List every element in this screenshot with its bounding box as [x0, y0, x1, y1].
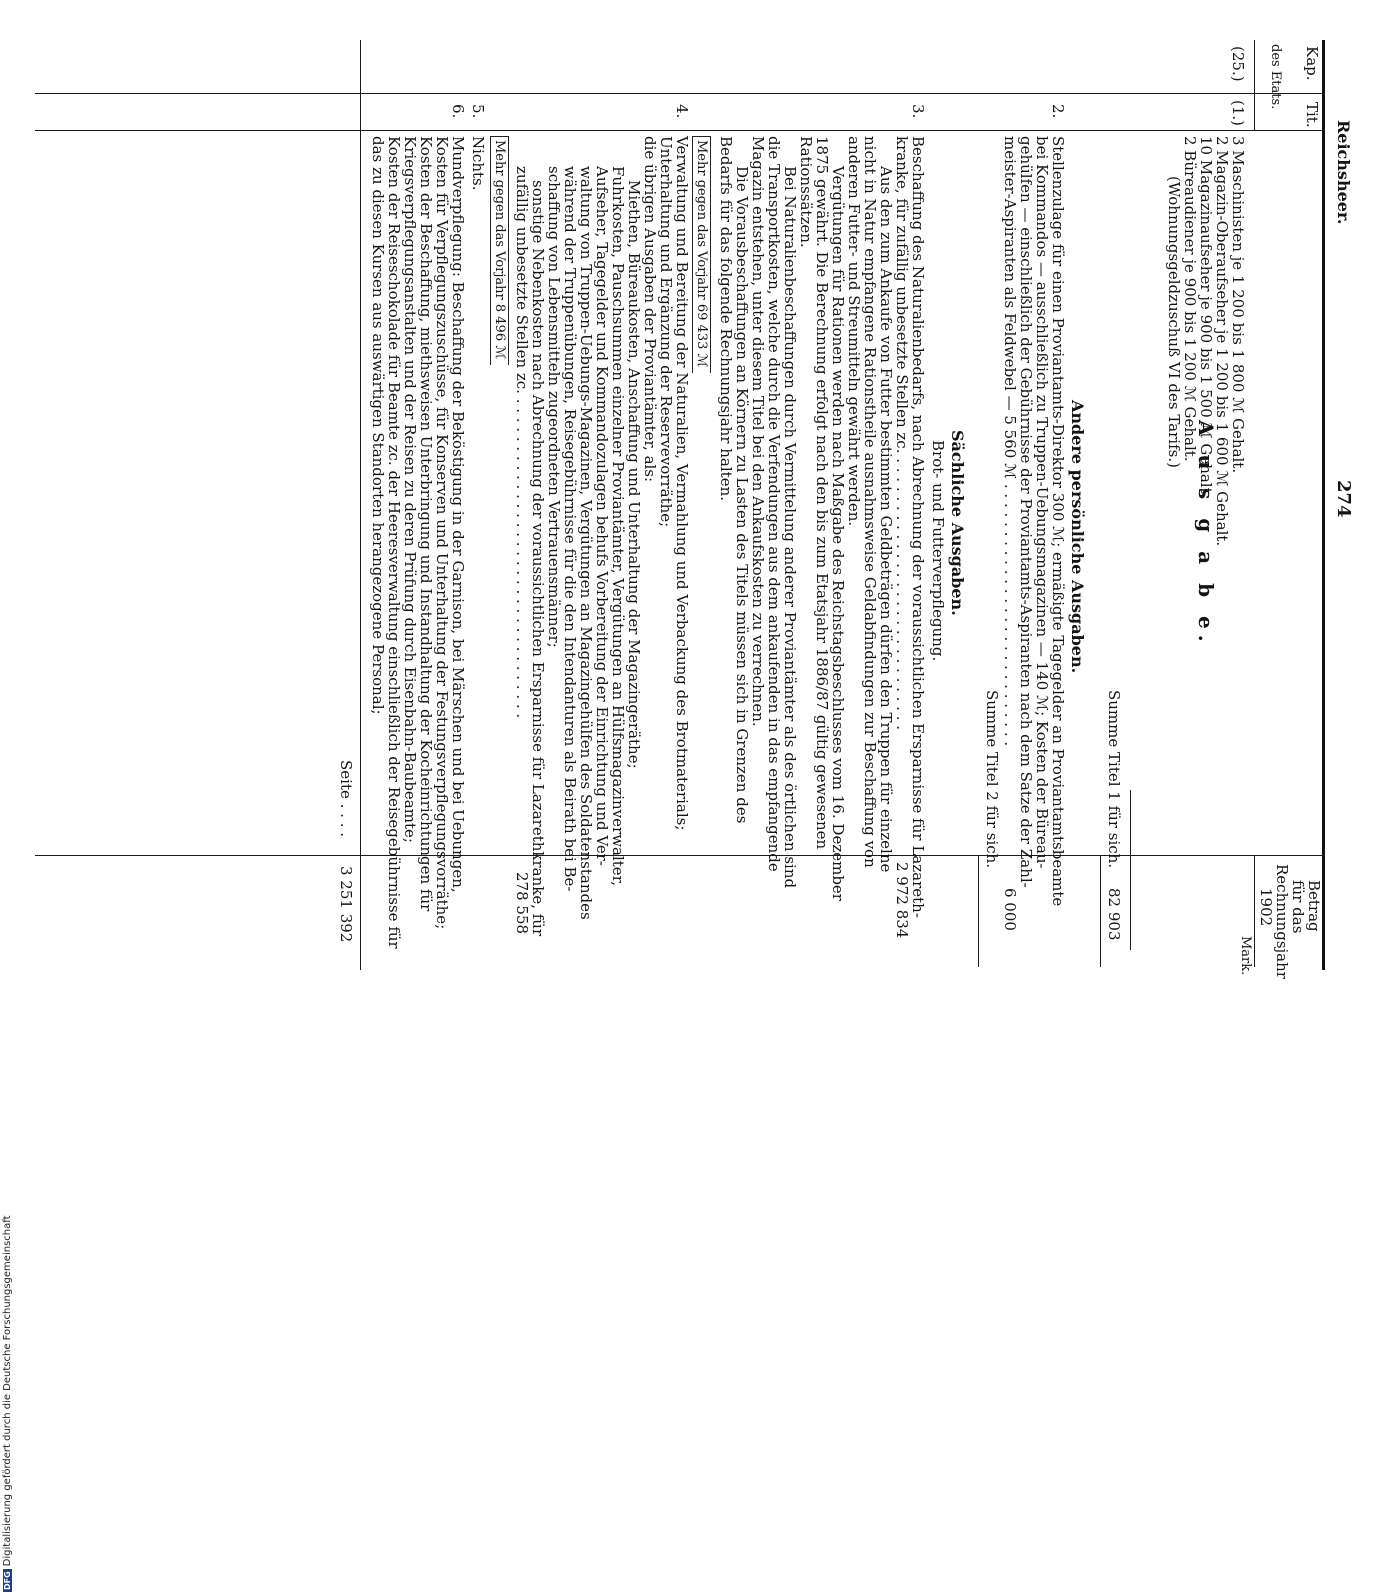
sum1-rule [1130, 790, 1131, 950]
t2-line: bei Kommandos — ausschließlich zu Truppen-Uebungsmagazinen — 140 ℳ; Kosten der Büreau- [1033, 136, 1051, 869]
personnel-line: 2 Magazin-Oberaufseher je 1 200 bis 1 600 ℳ Gehalt. [1213, 136, 1231, 547]
t4-line: Fuhrkosten, Pauschsummen einzelner Proviantämter, Vergütungen an Hülfsmagazinverwalter, [609, 166, 627, 886]
t3-line: Beschaffung des Naturalienbedarfs, nach Abrechnung der voraussichtlichen Ersparnisse für Lazareth- [909, 136, 927, 918]
kap-number: (25.) [1229, 46, 1247, 82]
t2-line: Stellenzulage für einen Proviantamts-Direktor 300 ℳ; ermäßigte Tagegelder an Proviantamtsbeamte [1049, 136, 1067, 907]
col-header-mark: Mark. [1238, 936, 1253, 976]
section-persoenlich: Andere persönliche Ausgaben. [1068, 400, 1087, 674]
sum2-value: 6 000 [1001, 888, 1019, 931]
t4-line: Verwaltung und Bereitung der Naturalien, Vermahlung und Verbackung des Brotmaterials; [673, 136, 691, 831]
col-tit-text-divider [35, 130, 1325, 131]
t4-line: zufällig unbesetzte Stellen zc. . . . . . . . . . . . . . . . . . . . . . . . . . . . . . . . . . . [513, 166, 531, 719]
t3-line: Die Vorausbeschaffungen an Körnern zu Lasten des Titels müssen sich in Grenzen des [733, 166, 751, 824]
t3-line: Aus den zum Ankaufe von Futter bestimmten Geldbeträgen dürfen den Truppen für einzelne [877, 166, 895, 873]
t3-line: Vergütungen für Rationen werden nach Maßgabe des Reichstagsbeschlusses vom 16. Dezember [829, 166, 847, 901]
t6-line: Kosten der Reiseschokolade für Beamte zc. der Heeresverwaltung einschließlich der Reisegebührnisse für [385, 136, 403, 949]
t5-number: 5. [469, 104, 487, 119]
t3-line: Rationssätzen. [797, 136, 815, 248]
page-number: 274 [1333, 480, 1354, 518]
sum1-value: 82 903 [1105, 888, 1123, 941]
col-header-kap: Kap. [1303, 46, 1321, 81]
personnel-line: 2 Büreaudiener je 900 bis 1 200 ℳ Gehalt. [1181, 136, 1199, 462]
t4-line: sonstige Nebenkosten nach Abrechnung der voraussichtlichen Ersparnisse für Lazarethkranke, für [529, 180, 547, 937]
t3-line: die Transportkosten, welche durch die Verfendungen aus dem ankaufenden in das empfangende [765, 136, 783, 872]
t2-number: 2. [1049, 104, 1067, 119]
t6-number: 6. [449, 104, 467, 119]
t4-line: waltung von Truppen-Uebungs-Magazinen, Vergütungen an Magazingehülfen des Soldatenstandes [577, 166, 595, 920]
page-title: A u s g a b e. [1194, 420, 1218, 648]
header-right-rule [1254, 855, 1255, 967]
t4-line: Unterhaltung und Ergänzung der Reservevorräthe; [657, 136, 675, 528]
col-header-betrag: Betrag [1305, 880, 1323, 932]
personnel-line: 10 Magazinaufseher je 900 bis 1 500 ℳ Gehalt. [1197, 136, 1215, 499]
t4-line: schaffung von Lebensmitteln zugeordneten Vertrauensmänner; [545, 166, 563, 648]
seite-label: Seite . . . . [337, 760, 355, 837]
t3-line: anderen Futter- und Streumitteln gewährt werden. [845, 136, 863, 527]
sum2-bottom-rule [978, 855, 979, 967]
dfg-logo-icon: DFG [3, 1571, 12, 1590]
t5-text: Nichts. [469, 136, 487, 191]
header-left-rule [1254, 40, 1255, 130]
t4-mehr-note: Mehr gegen das Vorjahr 8 496 ℳ [490, 136, 509, 365]
col-header-year: 1902 [1257, 888, 1275, 927]
t6-line: Kosten der Beschaffung, miethsweisen Unterbringung und Instandhaltung der Kocheinrichtungen für [417, 136, 435, 912]
top-rule [1322, 40, 1325, 970]
t6-line: Kriegsverpflegungsanstalten und der Reisen zu deren Prüfung durch Eisenbahn-Baubeamte; [401, 136, 419, 843]
personnel-line: 3 Maschinisten je 1 200 bis 1 800 ℳ Gehalt. [1229, 136, 1247, 474]
sum1-bottom-rule [1100, 855, 1101, 967]
col-kap-tit-divider [35, 93, 1325, 94]
footer-text: Digitalisierung gefördert durch die Deutsche Forschungsgemeinschaft [2, 1215, 13, 1567]
seite-value: 3 251 392 [337, 866, 355, 943]
t3-line: kranke, für zufällig unbesetzte Stellen zc. . . . . . . . . . . . . . . . . . . . . . . . . . . . . . [893, 136, 911, 731]
t3-line: Bei Naturalienbeschaffungen durch Vermittelung anderer Proviantämter als des örtlichen sind [781, 166, 799, 889]
t6-line: Mundverpflegung: Beschaffung der Beköstigung in der Garnison, bei Märschen und bei Uebungen, [449, 136, 467, 893]
t3-value: 2 972 834 [893, 862, 911, 939]
personnel-note: (Wohnungsgeldzuschuß VI des Tarifs.) [1165, 176, 1183, 468]
t6-line: Kosten für Verpflegungszuschüsse, für Konserven und Unterhaltung der Festungsverpflegungsvorräthe; [433, 136, 451, 930]
t3-line: 1875 gewährt. Die Berechnung erfolgt nach den bis zum Etatsjahr 1886/87 gültig gewesenen [813, 136, 831, 850]
section-saechlich: Sächliche Ausgaben. [948, 430, 967, 616]
t3-number: 3. [909, 104, 927, 119]
t3-line: Magazin entstehen, unter diesem Titel bei den Ankaufskosten zu verrechnen. [749, 136, 767, 727]
col-header-fuer-das: für das [1289, 880, 1307, 934]
col-header-rechnungsjahr: Rechnungsjahr [1273, 864, 1291, 979]
t6-line: das zu diesen Kursen aus auswärtigen Standorten herangezogene Personal; [369, 136, 387, 715]
digitization-footer [0, 600, 18, 1590]
col-header-des-etats: des Etats. [1268, 44, 1283, 110]
t4-value: 278 558 [513, 872, 531, 935]
tit-number: (1.) [1229, 100, 1247, 127]
t3-mehr-note: Mehr gegen das Vorjahr 69 433 ℳ [692, 136, 711, 373]
t4-line: die übrigen Ausgaben der Proviantämter, als: [641, 136, 659, 483]
t2-line: meister-Aspiranten als Feldwebel — 5 560 ℳ . . . . . . . . . . . . . . . . . . . . . . . . . . . . [1001, 136, 1019, 747]
sum2-label: Summe Titel 2 für sich. [983, 690, 1001, 869]
t3-line: Bedarfs für das folgende Rechnungsjahr halten. [717, 136, 735, 502]
t3-line: nicht in Natur empfangene Rationstheile ausnahmsweise Geldabfindungen zur Beschaffung von [861, 136, 879, 868]
t4-number: 4. [673, 104, 691, 119]
subsection-brot: Brot- und Futterverpflegung. [929, 440, 947, 662]
sum1-label: Summe Titel 1 für sich. [1105, 690, 1123, 869]
col-header-tit: Tit. [1303, 102, 1321, 128]
t4-line: während der Truppenübungen, Reisegebührnisse für die den Intendanturen als Beirath bei Be- [561, 166, 579, 892]
seite-rule [360, 40, 361, 970]
t4-line: Aufseher, Tagegelder und Kommandozulagen behufs Vorbereitung der Einrichtung und Ver- [593, 166, 611, 866]
footer-text-wrap [2, 1215, 13, 1592]
t4-line: Miethen, Büreaukosten, Anschaffung und Unterhaltung der Magazingeräthe; [625, 180, 643, 769]
col-text-amount-divider [35, 855, 1325, 856]
t2-line: gehülfen — einschließlich der Gebührnisse der Proviantamts-Aspiranten nach dem Satze der Zahl- [1017, 136, 1035, 888]
header-left: Reichsheer. [1334, 120, 1353, 225]
